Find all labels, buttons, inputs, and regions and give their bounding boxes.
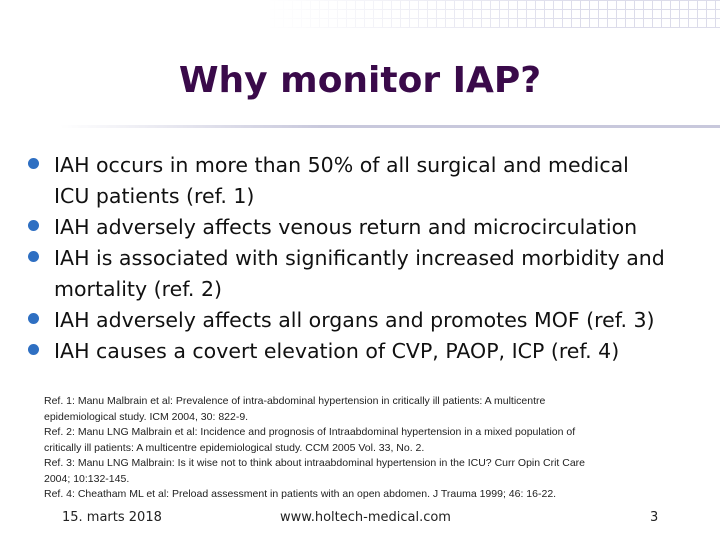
bullet-text: ICU patients (ref. 1) <box>54 184 255 208</box>
bullet-item <box>28 212 708 243</box>
bullet-text: IAH adversely affects all organs and promotes MOF (ref. 3) <box>54 308 655 332</box>
reference-line: Ref. 4: Cheatham ML et al: Preload assessment in patients with an open abdomen. J Trauma 1999; 46: 16-22. <box>44 488 557 500</box>
reference-line: epidemiological study. ICM 2004, 30: 822-9. <box>44 410 249 423</box>
reference-line: Ref. 3: Manu LNG Malbrain: Is it wise not to think about intraabdominal hypertension in the ICU? Curr Opin Crit Care <box>44 457 586 469</box>
footer-date: 15. marts 2018 <box>62 510 162 525</box>
title-underline <box>60 125 720 128</box>
bullet-text: IAH causes a covert elevation of CVP, PAOP, ICP (ref. 4) <box>54 339 620 363</box>
reference-line: 2004; 10:132-145. <box>44 472 130 485</box>
footer-url: www.holtech-medical.com <box>280 510 451 525</box>
decorative-grid <box>265 0 720 28</box>
reference-line: Ref. 2: Manu LNG Malbrain et al: Incidence and prognosis of Intraabdominal hypertension in a mixed population of <box>44 426 576 438</box>
slide-title: Why monitor IAP? <box>178 60 542 101</box>
bullet-dot-icon <box>28 313 39 324</box>
bullet-dot-icon <box>28 251 39 262</box>
reference-line: Ref. 1: Manu Malbrain et al: Prevalence of intra-abdominal hypertension in critically ill patients: A multicentre <box>44 395 546 407</box>
bullet-item <box>28 150 708 212</box>
bullet-list <box>28 150 708 367</box>
bullet-item <box>28 243 708 305</box>
page-number: 3 <box>650 510 659 525</box>
bullet-text: IAH adversely affects venous return and microcirculation <box>54 215 638 239</box>
bullet-dot-icon <box>28 220 39 231</box>
bullet-text: IAH occurs in more than 50% of all surgical and medical <box>54 153 629 177</box>
bullet-item <box>28 336 708 367</box>
bullet-text: mortality (ref. 2) <box>54 277 223 301</box>
bullet-item <box>28 305 708 336</box>
reference-line: critically ill patients: A multicentre epidemiological study. CCM 2005 Vol. 33, No. 2. <box>44 441 425 454</box>
bullet-text: IAH is associated with significantly increased morbidity and <box>54 246 665 270</box>
bullet-dot-icon <box>28 158 39 169</box>
references <box>44 394 684 503</box>
bullet-dot-icon <box>28 344 39 355</box>
